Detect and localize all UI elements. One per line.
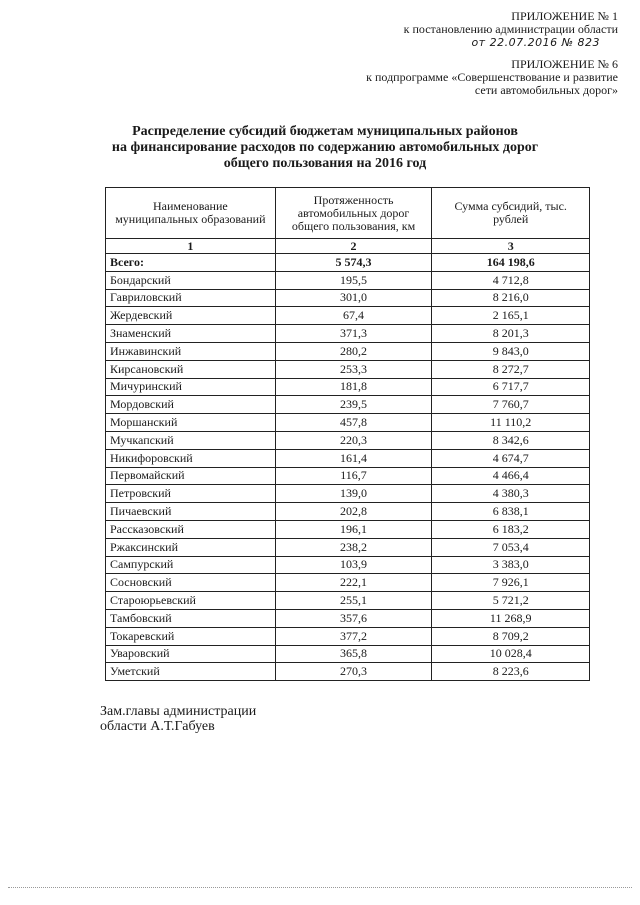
district-name: Никифоровский	[106, 449, 276, 467]
road-length: 195,5	[275, 271, 432, 289]
table-row	[106, 520, 590, 538]
district-name: Мордовский	[106, 396, 276, 414]
subsidy-sum: 8 342,6	[432, 431, 590, 449]
district-name: Жердевский	[106, 307, 276, 325]
table-row	[106, 556, 590, 574]
title-line-1: Распределение субсидий бюджетам муниципальных районов	[132, 124, 518, 139]
subsidy-sum: 9 843,0	[432, 342, 590, 360]
table-row	[106, 449, 590, 467]
subsidy-sum: 10 028,4	[432, 645, 590, 663]
table-row	[106, 289, 590, 307]
district-name: Сампурский	[106, 556, 276, 574]
subsidy-sum: 8 216,0	[432, 289, 590, 307]
road-length: 253,3	[275, 360, 432, 378]
table-row	[106, 503, 590, 521]
district-name: Пичаевский	[106, 503, 276, 521]
appendix-1-title: ПРИЛОЖЕНИЕ № 1	[511, 9, 618, 23]
table-row	[106, 645, 590, 663]
subsidy-sum: 5 721,2	[432, 592, 590, 610]
subsidy-sum: 6 183,2	[432, 520, 590, 538]
table-row	[106, 342, 590, 360]
road-length: 222,1	[275, 574, 432, 592]
district-name: Кирсановский	[106, 360, 276, 378]
subsidy-sum: 3 383,0	[432, 556, 590, 574]
subsidy-sum: 11 268,9	[432, 609, 590, 627]
subsidy-sum: 4 712,8	[432, 271, 590, 289]
district-name: Бондарский	[106, 271, 276, 289]
road-length: 280,2	[275, 342, 432, 360]
road-length: 67,4	[275, 307, 432, 325]
district-name: Уметский	[106, 663, 276, 681]
subsidy-sum: 7 053,4	[432, 538, 590, 556]
district-name: Сосновский	[106, 574, 276, 592]
table-row	[106, 485, 590, 503]
road-length: 103,9	[275, 556, 432, 574]
document-title	[60, 124, 590, 172]
subsidy-sum: 2 165,1	[432, 307, 590, 325]
road-length: 357,6	[275, 609, 432, 627]
appendix-6-title: ПРИЛОЖЕНИЕ № 6	[511, 57, 618, 71]
road-length: 301,0	[275, 289, 432, 307]
table-row	[106, 592, 590, 610]
column-number: 1	[106, 239, 276, 254]
total-length: 5 574,3	[275, 254, 432, 272]
subsidy-sum: 8 223,6	[432, 663, 590, 681]
district-name: Уваровский	[106, 645, 276, 663]
road-length: 116,7	[275, 467, 432, 485]
road-length: 196,1	[275, 520, 432, 538]
district-name: Инжавинский	[106, 342, 276, 360]
subsidy-sum: 4 466,4	[432, 467, 590, 485]
scan-edge-divider	[8, 887, 632, 888]
title-line-3: общего пользования на 2016 год	[223, 156, 427, 171]
district-name: Токаревский	[106, 627, 276, 645]
signature-position: Зам.главы администрации	[100, 704, 257, 719]
total-row	[106, 254, 590, 272]
table-row	[106, 378, 590, 396]
district-name: Староюрьевский	[106, 592, 276, 610]
total-label: Всего:	[106, 254, 276, 272]
table-row	[106, 574, 590, 592]
road-length: 239,5	[275, 396, 432, 414]
district-name: Петровский	[106, 485, 276, 503]
road-length: 371,3	[275, 325, 432, 343]
district-name: Моршанский	[106, 414, 276, 432]
district-name: Рассказовский	[106, 520, 276, 538]
road-length: 139,0	[275, 485, 432, 503]
total-sum: 164 198,6	[432, 254, 590, 272]
table-row	[106, 307, 590, 325]
subsidy-sum: 7 760,7	[432, 396, 590, 414]
handwritten-date-number: от 22.07.2016 № 823	[471, 36, 600, 49]
road-length: 377,2	[275, 627, 432, 645]
appendix-1-header	[404, 10, 618, 49]
table-row	[106, 538, 590, 556]
table-row	[106, 325, 590, 343]
district-name: Мичуринский	[106, 378, 276, 396]
column-number-row	[106, 239, 590, 254]
title-line-2: на финансирование расходов по содержанию автомобильных дорог	[111, 140, 539, 155]
subsidy-sum: 11 110,2	[432, 414, 590, 432]
signature-name: области А.Т.Габуев	[100, 719, 215, 734]
table-row	[106, 414, 590, 432]
subsidy-sum: 6 838,1	[432, 503, 590, 521]
district-name: Знаменский	[106, 325, 276, 343]
road-length: 161,4	[275, 449, 432, 467]
district-name: Первомайский	[106, 467, 276, 485]
column-number: 3	[432, 239, 590, 254]
road-length: 270,3	[275, 663, 432, 681]
road-length: 255,1	[275, 592, 432, 610]
district-name: Ржаксинский	[106, 538, 276, 556]
table-row	[106, 431, 590, 449]
subsidy-sum: 8 201,3	[432, 325, 590, 343]
subsidy-sum: 6 717,7	[432, 378, 590, 396]
road-length: 202,8	[275, 503, 432, 521]
header-length: Протяженность автомобильных дорог общего пользования, км	[275, 188, 432, 239]
subsidy-sum: 8 272,7	[432, 360, 590, 378]
table-row	[106, 396, 590, 414]
district-name: Тамбовский	[106, 609, 276, 627]
subsidy-sum: 8 709,2	[432, 627, 590, 645]
road-length: 365,8	[275, 645, 432, 663]
district-name: Гавриловский	[106, 289, 276, 307]
subsidy-sum: 4 674,7	[432, 449, 590, 467]
appendix-1-line: к постановлению администрации области	[403, 22, 618, 36]
subsidy-table	[105, 187, 590, 681]
road-length: 220,3	[275, 431, 432, 449]
road-length: 181,8	[275, 378, 432, 396]
road-length: 238,2	[275, 538, 432, 556]
appendix-6-header	[366, 58, 618, 97]
table-row	[106, 663, 590, 681]
table-row	[106, 467, 590, 485]
appendix-6-line1: к подпрограмме «Совершенствование и развитие	[366, 70, 618, 84]
appendix-6-line2: сети автомобильных дорог»	[474, 83, 618, 97]
header-name: Наименование муниципальных образований	[106, 188, 276, 239]
table-row	[106, 609, 590, 627]
signature-block	[100, 704, 256, 734]
road-length: 457,8	[275, 414, 432, 432]
column-number: 2	[275, 239, 432, 254]
subsidy-sum: 4 380,3	[432, 485, 590, 503]
table-row	[106, 360, 590, 378]
table-header-row	[106, 188, 590, 239]
header-sum: Сумма субсидий, тыс. рублей	[432, 188, 590, 239]
table-row	[106, 627, 590, 645]
table-row	[106, 271, 590, 289]
subsidy-sum: 7 926,1	[432, 574, 590, 592]
district-name: Мучкапский	[106, 431, 276, 449]
